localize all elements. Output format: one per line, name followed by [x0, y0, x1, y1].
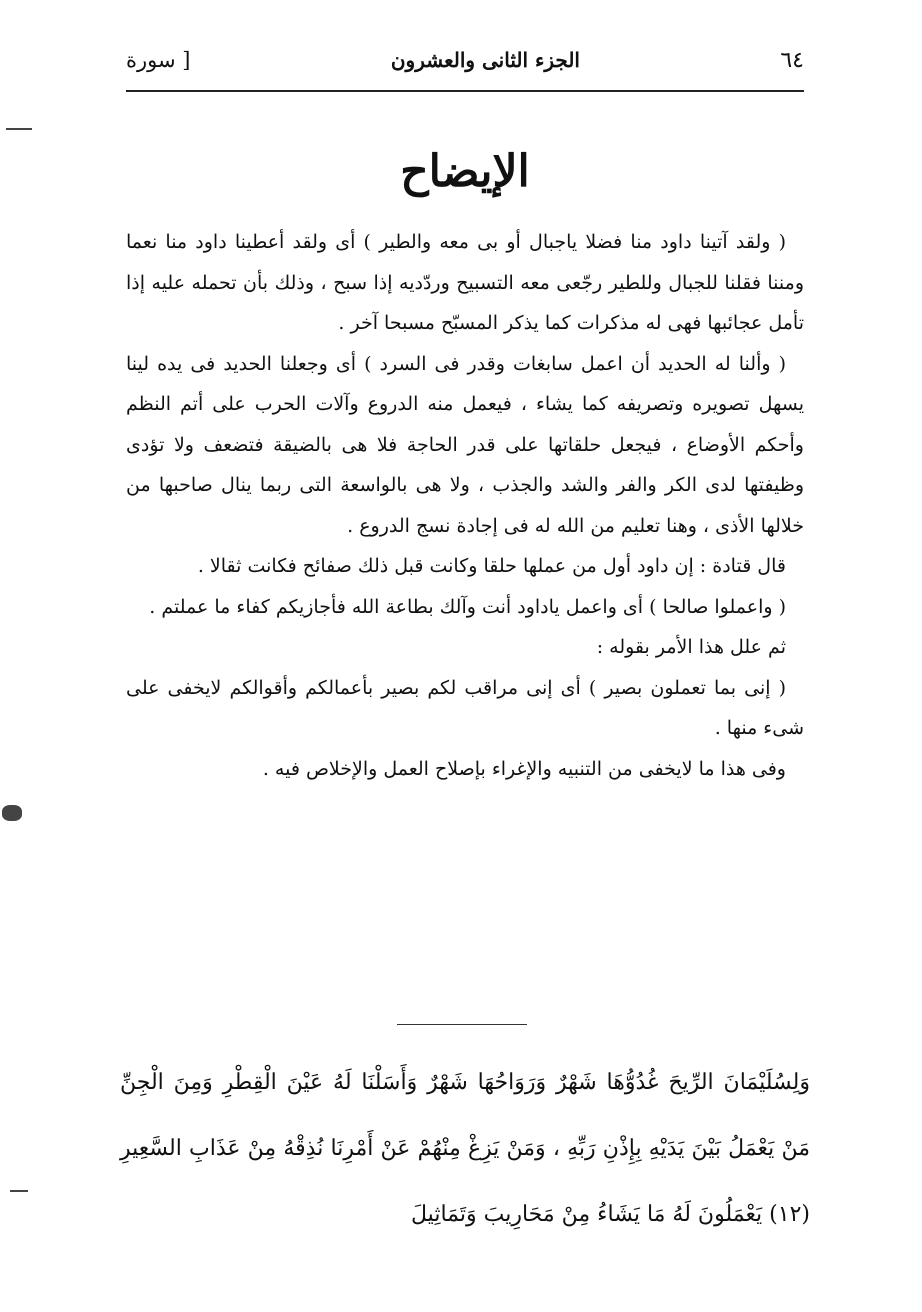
commentary-text — [126, 222, 804, 789]
paragraph: ( وألنا له الحديد أن اعمل سابغات وقدر فى السرد ) أى وجعلنا الحديد فى يده لينا يسهل تصويره وتصريفه كما يشاء ، فيعمل منه الدروع وآلات الحرب على أتم النظم وأحكم الأوضاع ، فيجعل حلقاتها على قدر الحاجة فلا هى بالضيقة فتضعف ولا تؤدى وظيفتها لدى الكر والفر والشد والجذب ، ولا هى بالواسعة التى ربما ينال صاحبها من خلالها الأذى ، وهنا تعليم من الله له فى إجادة نسج الدروع . — [126, 352, 804, 537]
scan-speck — [2, 805, 22, 821]
paragraph: وفى هذا ما لايخفى من التنبيه والإغراء بإصلاح العمل والإخلاص فيه . — [262, 757, 786, 780]
scan-speck — [10, 1190, 28, 1192]
part-title: الجزء الثانى والعشرون — [390, 48, 580, 72]
paragraph: ( واعملوا صالحا ) أى واعمل ياداود أنت وآلك بطاعة الله فأجازيكم كفاء ما عملتم . — [149, 595, 786, 618]
surah-label: [ سورة — [126, 48, 191, 72]
paragraph: ثم علل هذا الأمر بقوله : — [596, 636, 786, 658]
page-number: ٦٤ — [780, 47, 804, 73]
running-header — [126, 38, 804, 82]
scan-speck — [6, 128, 32, 130]
paragraph: قال قتادة : إن داود أول من عملها حلقا وكانت قبل ذلك صفائح فكانت ثقالا . — [197, 555, 786, 577]
verse-text: وَلِسُلَيْمَانَ الرِّيحَ غُدُوُّهَا شَهْرٌ وَرَوَاحُهَا شَهْرٌ وَأَسَلْنَا لَهُ عَيْنَ الْقِطْرِ وَمِنَ الْجِنِّ مَنْ يَعْمَلُ بَيْنَ يَدَيْهِ بِإِذْنِ رَبِّهِ ، وَمَنْ يَزِغْ مِنْهُمْ عَنْ أَمْرِنَا نُذِقْهُ مِنْ عَذَابِ السَّعِيرِ (١٢) يَعْمَلُونَ لَهُ مَا يَشَاءُ مِنْ مَحَارِيبَ وَتَمَاثِيلَ — [120, 1070, 810, 1227]
quran-verses — [120, 1050, 810, 1248]
section-divider — [397, 1024, 527, 1025]
section-title: الإيضاح — [400, 146, 530, 197]
header-rule — [126, 90, 804, 92]
paragraph: ( إنى بما تعملون بصير ) أى إنى مراقب لكم بصير بأعمالكم وأقوالكم لايخفى على شىء منها . — [126, 676, 804, 739]
paragraph: ( ولقد آتينا داود منا فضلا ياجبال أو بى معه والطير ) أى ولقد أعطينا داود منا نعما ومننا فقلنا للجبال وللطير رجّعى معه التسبيح وردّديه إذا سبح ، وذلك بأن تحمله عليه إذا تأمل عجائبها فهى له مذكرات كما يذكر المسبّح مسبحا آخر . — [126, 231, 805, 334]
